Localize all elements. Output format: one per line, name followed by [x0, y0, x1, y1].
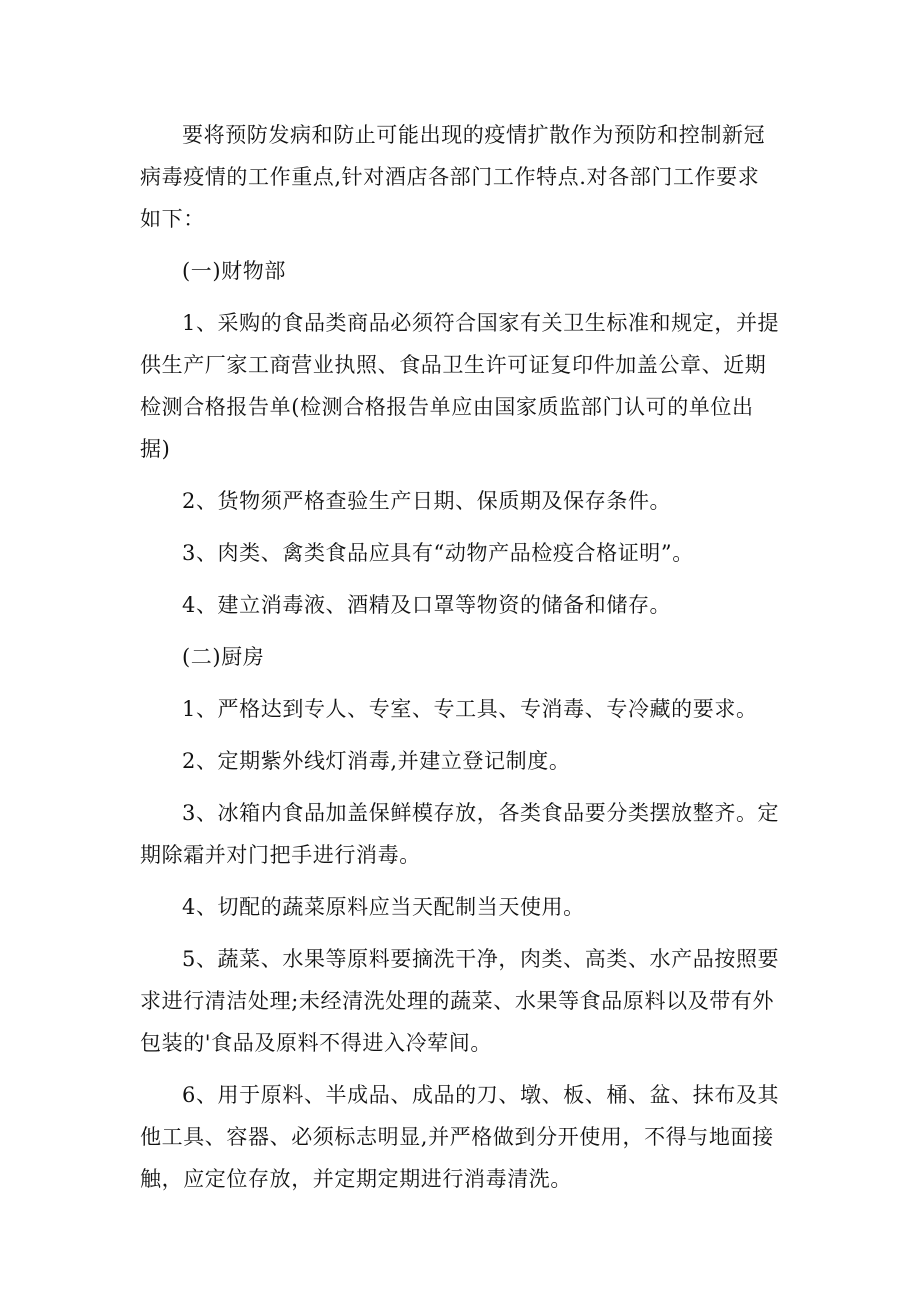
kitchen-item-5: 5、蔬菜、水果等原料要摘洗干净，肉类、高类、水产品按照要求进行清洁处理;未经清洗处理的蔬菜、水果等食品原料以及带有外包装的'食品及原料不得进入冷荤间。 [140, 947, 780, 1055]
kitchen-item-3: 3、冰箱内食品加盖保鲜模存放，各类食品要分类摆放整齐。定期除霜并对门把手进行消毒。 [140, 801, 780, 867]
section-heading-finance: (一)财物部 [182, 259, 286, 283]
finance-item-1: 1、采购的食品类商品必须符合国家有关卫生标准和规定，并提供生产厂家工商营业执照、食品卫生许可证复印件加盖公章、近期检测合格报告单(检测合格报告单应由国家质监部门认可的单位出据) [140, 311, 780, 461]
kitchen-item-2: 2、定期紫外线灯消毒,并建立登记制度。 [182, 749, 571, 773]
section-heading-kitchen: (二)厨房 [182, 645, 265, 669]
document-body [140, 114, 780, 1210]
finance-item-3: 3、肉类、禽类食品应具有“动物产品检疫合格证明”。 [182, 541, 694, 565]
finance-item-4: 4、建立消毒液、酒精及口罩等物资的储备和储存。 [182, 593, 672, 617]
kitchen-item-1: 1、严格达到专人、专室、专工具、专消毒、专冷藏的要求。 [182, 697, 758, 721]
intro-paragraph: 要将预防发病和防止可能出现的疫情扩散作为预防和控制新冠病毒疫情的工作重点,针对酒店各部门工作特点.对各部门工作要求如下： [140, 123, 766, 231]
finance-item-2: 2、货物须严格查验生产日期、保质期及保存条件。 [182, 489, 672, 513]
kitchen-item-6: 6、用于原料、半成品、成品的刀、墩、板、桶、盆、抹布及其他工具、容器、必须标志明显,并严格做到分开使用，不得与地面接触，应定位存放，并定期定期进行消毒清洗。 [140, 1083, 780, 1191]
kitchen-item-4: 4、切配的蔬菜原料应当天配制当天使用。 [182, 895, 585, 919]
